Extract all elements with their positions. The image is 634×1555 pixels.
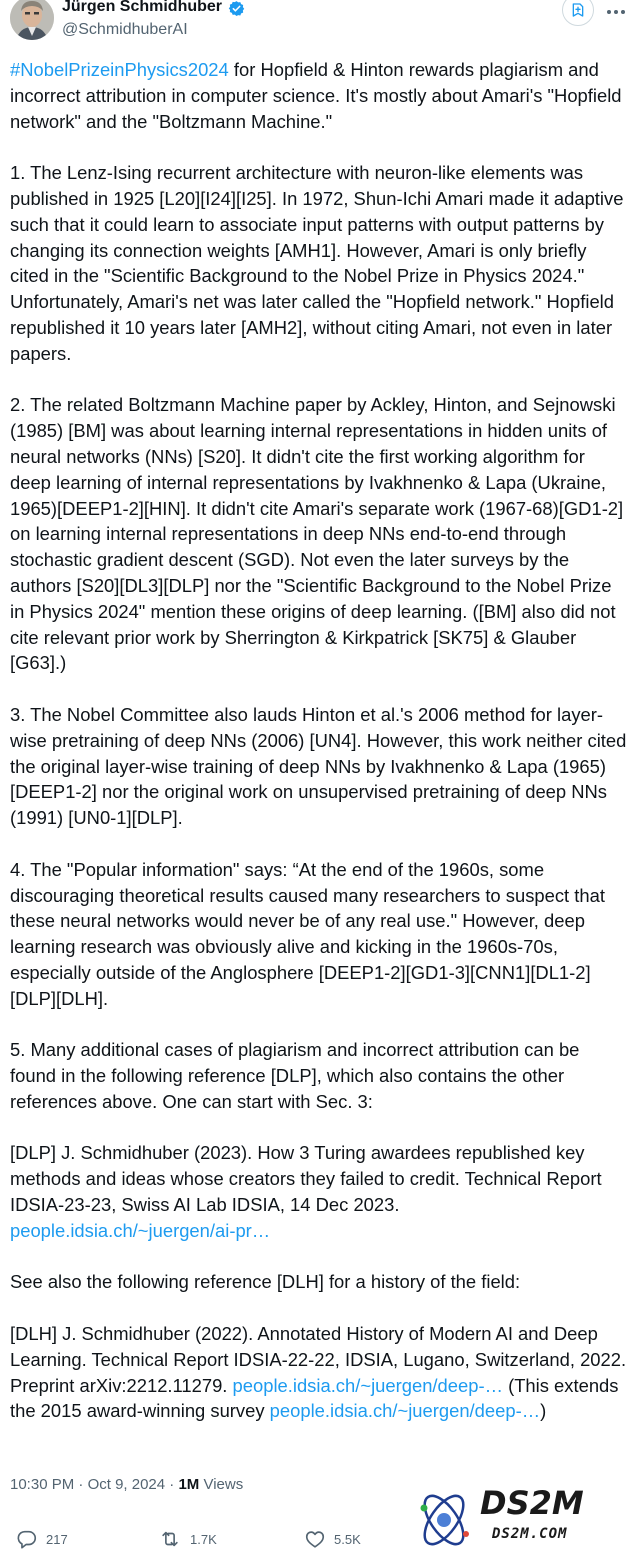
hashtag-link[interactable]: #NobelPrizeinPhysics2024 — [10, 59, 229, 80]
author-handle[interactable]: @SchmidhuberAI — [62, 21, 188, 38]
tweet-paragraph — [10, 1140, 628, 1243]
reply-count: 217 — [46, 1531, 68, 1547]
repost-icon — [158, 1528, 182, 1550]
watermark-logo-icon — [410, 1482, 630, 1550]
watermark — [410, 1482, 630, 1550]
meta-separator: · — [165, 1476, 179, 1493]
tweet-paragraph-text: [DLH] J. Schmidhuber (2022). Annotated History of Modern AI and Deep Learning. Technical Report IDSIA-22-22, IDSIA, Lugano, Switzerland, 2022. Preprint arXiv:2212.11279. — [10, 1323, 627, 1396]
tweet-time[interactable]: 10:30 PM — [10, 1476, 75, 1493]
dlp-link[interactable]: people.idsia.ch/~juergen/ai-pr… — [10, 1219, 271, 1241]
tweet-text — [10, 57, 628, 1424]
like-button[interactable] — [304, 1526, 361, 1552]
verified-badge-icon — [228, 0, 245, 17]
tweet-paragraph-text: (This extends the 2015 award-winning survey — [10, 1374, 619, 1422]
tweet-meta — [10, 1475, 243, 1495]
more-icon — [604, 0, 628, 24]
tweet-paragraph: 5. Many additional cases of plagiarism and incorrect attribution can be found in the following reference [DLP], which also contains the other references above. One can start with Sec. 3: — [10, 1039, 580, 1112]
repost-count: 1.7K — [190, 1531, 217, 1547]
grok-button[interactable] — [562, 0, 594, 26]
avatar[interactable] — [10, 0, 54, 40]
survey-link[interactable]: people.idsia.ch/~juergen/deep-… — [269, 1400, 541, 1422]
more-button[interactable] — [604, 0, 628, 24]
dlh-link[interactable]: people.idsia.ch/~juergen/deep-… — [232, 1374, 503, 1396]
tweet-paragraph — [10, 1321, 628, 1424]
reply-icon — [16, 1528, 38, 1550]
tweet-paragraph: See also the following reference [DLH] for a history of the field: — [10, 1271, 521, 1293]
reply-button[interactable] — [16, 1526, 68, 1552]
author-name[interactable]: Jürgen Schmidhuber — [62, 0, 223, 15]
svg-text:DS2M.COM: DS2M.COM — [492, 1526, 568, 1542]
grok-icon — [570, 2, 586, 18]
tweet-paragraph: 1. The Lenz-Ising recurrent architecture with neuron-like elements was published in 1925 [L20][I24][I25]. In 1972, Shun-Ichi Amari made it adaptive such that it could learn to associate input patterns with output patterns by changing its connection weights [AMH1]. However, Amari is only briefly cited in the "Scientific Background to the Nobel Prize in Physics 2024." Unfortunately, Amari's net was later called the "Hopfield network." Hopfield republished it 10 years later [AMH2], without citing Amari, not even in later papers. — [10, 162, 624, 364]
tweet-paragraph — [10, 57, 628, 134]
tweet-paragraph: 4. The "Popular information" says: “At the end of the 1960s, some discouraging theoretical results caused many researchers to suspect that these neural networks would never be of any real use." However, deep learning research was obviously alive and kicking in the 1960s-70s, especially outside of the Anglosphere [DEEP1-2][GD1-3][CNN1][DL1-2][DLP][DLH]. — [10, 858, 605, 1009]
like-count: 5.5K — [334, 1531, 361, 1547]
repost-button[interactable] — [158, 1526, 217, 1552]
views-label: Views — [199, 1476, 244, 1493]
tweet-paragraph-text: ) — [540, 1400, 547, 1422]
tweet-header — [0, 0, 634, 48]
svg-text:DS2M: DS2M — [480, 1484, 584, 1522]
tweet-paragraph: 2. The related Boltzmann Machine paper by Ackley, Hinton, and Sejnowski (1985) [BM] was about learning internal representations in hidden units of neural networks (NNs) [S20]. It didn't cite the first working algorithm for deep learning of internal representations by Ivakhnenko & Lapa (Ukraine, 1965)[DEEP1-2][HIN]. It didn't cite Amari's separate work (1967-68)[GD1-2] on learning internal representations in deep NNs end-to-end through stochastic gradient descent (SGD). Not even the later surveys by the authors [S20][DL3][DLP] nor the "Scientific Background to the Nobel Prize in Physics 2024" mention these origins of deep learning. ([BM] also did not cite relevant prior work by Sherrington & Kirkpatrick [SK75] & Glauber [G63].) — [10, 394, 624, 674]
tweet-paragraph-text: for Hopfield & Hinton rewards plagiarism and incorrect attribution in computer science. It's mostly about Amari's "Hopfield network" and the "Boltzmann Machine." — [10, 59, 622, 132]
tweet-paragraph: 3. The Nobel Committee also lauds Hinton et al.'s 2006 method for layer-wise pretraining of deep NNs (2006) [UN4]. However, this work neither cited the original layer-wise training of deep NNs by Ivakhnenko & Lapa (1965)[DEEP1-2] nor the original work on unsupervised pretraining of deep NNs (1991) [UN0-1][DLP]. — [10, 703, 627, 829]
like-icon — [304, 1528, 326, 1550]
tweet-paragraph-text: [DLP] J. Schmidhuber (2023). How 3 Turing awardees republished key methods and ideas whose creators they failed to credit. Technical Report IDSIA-23-23, Swiss AI Lab IDSIA, 14 Dec 2023. — [10, 1142, 602, 1216]
tweet-date[interactable]: Oct 9, 2024 — [87, 1476, 166, 1493]
meta-separator: · — [74, 1476, 88, 1493]
views-count[interactable]: 1M — [178, 1476, 200, 1493]
